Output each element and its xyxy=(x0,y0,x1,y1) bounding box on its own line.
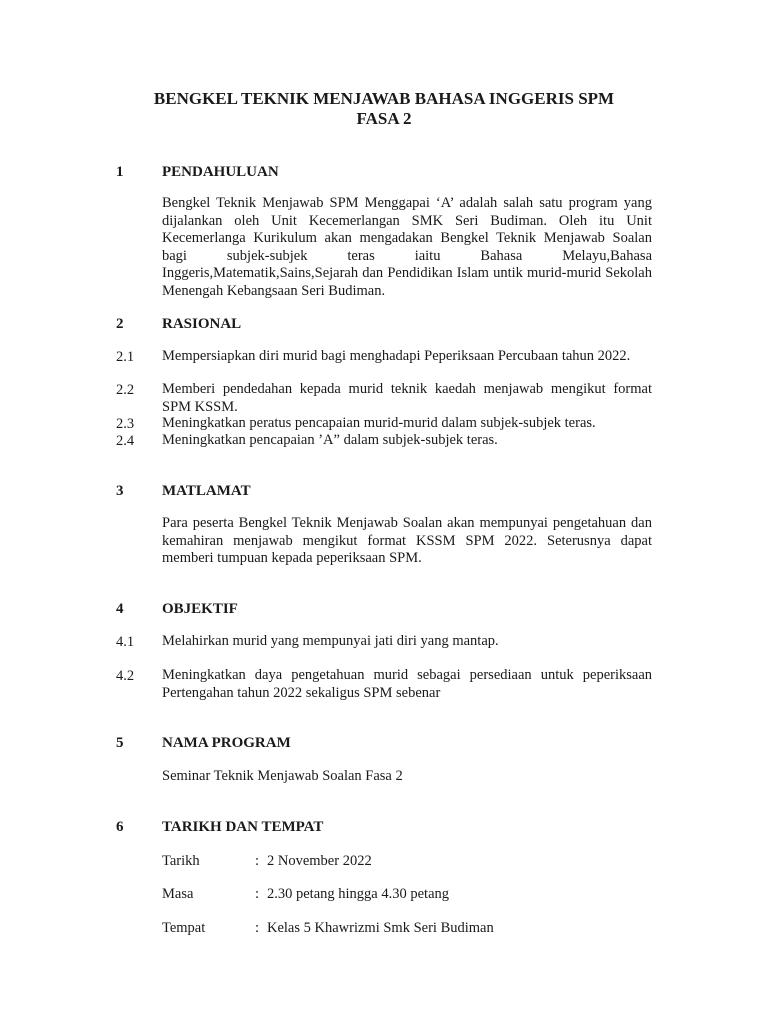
document-title-line2: FASA 2 xyxy=(356,109,412,128)
list-item-text: Meningkatkan daya pengetahuan murid sebagai persediaan untuk peperiksaan Pertengahan tahun 2022 sekaligus SPM sebenar xyxy=(162,667,652,701)
section-body-nama-program: Seminar Teknik Menjawab Soalan Fasa 2 xyxy=(162,768,403,784)
section-number: 1 xyxy=(116,164,124,180)
detail-value-tempat: Kelas 5 Khawrizmi Smk Seri Budiman xyxy=(267,920,494,936)
section-number: 5 xyxy=(116,735,124,751)
list-item-number: 2.3 xyxy=(116,416,135,432)
detail-label-masa: Masa xyxy=(162,886,194,902)
detail-value-tarikh: 2 November 2022 xyxy=(267,853,372,869)
list-item-text: Melahirkan murid yang mempunyai jati diri yang mantap. xyxy=(162,633,499,649)
section-heading-nama-program: NAMA PROGRAM xyxy=(162,735,291,751)
section-number: 6 xyxy=(116,819,124,835)
detail-colon: : xyxy=(255,920,260,936)
section-heading-tarikh-dan-tempat: TARIKH DAN TEMPAT xyxy=(162,819,324,835)
detail-colon: : xyxy=(255,853,260,869)
list-item-number: 2.2 xyxy=(116,382,135,398)
detail-label-tarikh: Tarikh xyxy=(162,853,200,869)
document-title-line1: BENGKEL TEKNIK MENJAWAB BAHASA INGGERIS SPM xyxy=(153,89,615,108)
list-item-number: 2.1 xyxy=(116,349,135,365)
section-heading-matlamat: MATLAMAT xyxy=(162,483,251,499)
section-number: 3 xyxy=(116,483,124,499)
detail-value-masa: 2.30 petang hingga 4.30 petang xyxy=(267,886,450,902)
section-heading-pendahuluan: PENDAHULUAN xyxy=(162,164,279,180)
list-item-number: 4.2 xyxy=(116,668,135,684)
list-item-number: 2.4 xyxy=(116,433,135,449)
section-number: 4 xyxy=(116,601,124,617)
list-item-text: Meningkatkan pencapaian ’A” dalam subjek-subjek teras. xyxy=(162,432,498,448)
section-body-pendahuluan: Bengkel Teknik Menjawab SPM Menggapai ‘A’ adalah salah satu program yang dijalankan oleh Unit Kecemerlangan SMK Seri Budiman. Oleh itu Unit Kecemerlanga Kurikulum akan mengadakan Bengkel Teknik Menjawab Soalan bagi subjek-subjek teras iaitu Bahasa Melayu,Bahasa Inggeris,Matematik,Sains,Sejarah dan Pendidikan Islam untik murid-murid Sekolah Menengah Kebangsaan Seri Budiman. xyxy=(162,195,652,299)
list-item-text: Meningkatkan peratus pencapaian murid-murid dalam subjek-subjek teras. xyxy=(162,415,596,431)
section-body-matlamat: Para peserta Bengkel Teknik Menjawab Soalan akan mempunyai pengetahuan dan kemahiran menjawab mengikut format KSSM SPM 2022. Seterusnya dapat memberi tumpuan kepada peperiksaan SPM. xyxy=(162,515,652,566)
section-heading-rasional: RASIONAL xyxy=(162,316,242,332)
list-item-text: Memberi pendedahan kepada murid teknik kaedah menjawab mengikut format SPM KSSM. xyxy=(162,381,652,415)
list-item-text: Mempersiapkan diri murid bagi menghadapi Peperiksaan Percubaan tahun 2022. xyxy=(162,348,631,364)
detail-label-tempat: Tempat xyxy=(162,920,206,936)
section-heading-objektif: OBJEKTIF xyxy=(162,601,238,617)
section-number: 2 xyxy=(116,316,124,332)
list-item-number: 4.1 xyxy=(116,634,135,650)
detail-colon: : xyxy=(255,886,260,902)
